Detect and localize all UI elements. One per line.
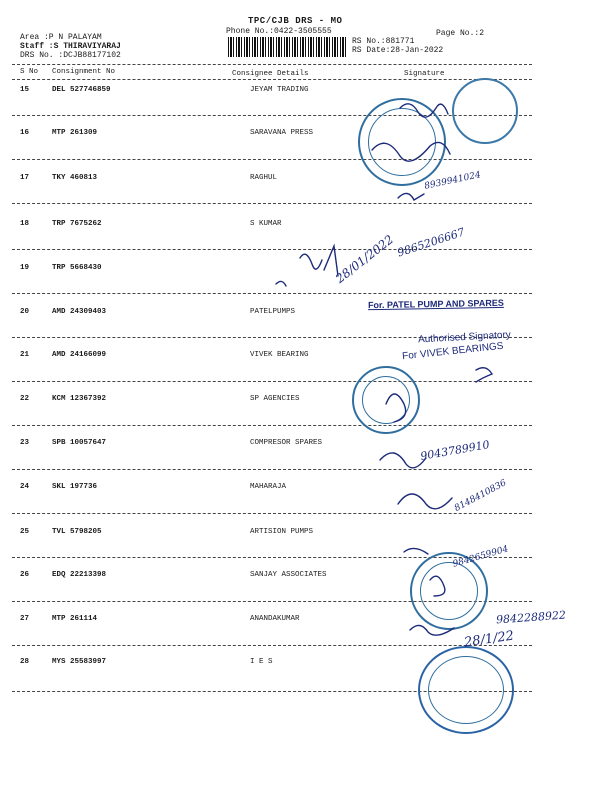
row-sno: 24: [20, 483, 30, 491]
row-sno: 21: [20, 351, 30, 359]
row-sno: 22: [20, 395, 30, 403]
row-consignee: RAGHUL: [250, 174, 278, 182]
row-consignee: COMPRESOR SPARES: [250, 439, 323, 447]
rs-date: RS Date:28-Jan-2022: [352, 46, 444, 55]
row-sno: 25: [20, 528, 30, 536]
row-consignee: ARTISION PUMPS: [250, 528, 314, 536]
handwritten-phone: 8148410836: [453, 478, 509, 514]
staff-label: Staff :S THIRAVIYARAJ: [20, 42, 121, 51]
row-consignee: SARAVANA PRESS: [250, 129, 314, 137]
column-signature: Signature: [404, 70, 445, 78]
row-sno: 18: [20, 220, 30, 228]
row-sno: 16: [20, 129, 30, 137]
row-consignment: MYS 25583997: [52, 658, 107, 666]
handwritten-phone: 9043789910: [419, 438, 491, 463]
handwritten-phone: 9842288922: [495, 608, 567, 627]
row-consignee: SANJAY ASSOCIATES: [250, 571, 327, 579]
row-consignment: MTP 261309: [52, 129, 98, 137]
column-sno: S No: [20, 68, 39, 76]
phone-number: Phone No.:0422-3505555: [226, 27, 332, 36]
authorised-signatory-text: Authorised Signatory: [417, 329, 512, 346]
patel-stamp-text: For. PATEL PUMP AND SPARES: [367, 297, 504, 311]
row-consignee: ANANDAKUMAR: [250, 615, 300, 623]
row-consignee: S KUMAR: [250, 220, 282, 228]
document-title: TPC/CJB DRS - MO: [248, 16, 343, 26]
row-consignment: KCM 12367392: [52, 395, 107, 403]
row-sno: 27: [20, 615, 30, 623]
row-consignment: SPB 10057647: [52, 439, 107, 447]
row-consignee: PATELPUMPS: [250, 308, 296, 316]
row-consignment: MTP 261114: [52, 615, 98, 623]
row-consignee: I E S: [250, 658, 273, 666]
row-consignee: SP AGENCIES: [250, 395, 300, 403]
handwritten-phone: 9865206667: [395, 225, 467, 260]
row-sno: 19: [20, 264, 30, 272]
row-sno: 23: [20, 439, 30, 447]
row-consignee: VIVEK BEARING: [250, 351, 309, 359]
row-consignment: AMD 24309403: [52, 308, 107, 316]
handwritten-phone: 9842659904: [451, 544, 510, 570]
row-consignment: SKL 197736: [52, 483, 98, 491]
handwritten-date: 28/1/22: [463, 628, 515, 651]
row-sno: 28: [20, 658, 30, 666]
row-consignment: AMD 24166099: [52, 351, 107, 359]
column-consignee: Consignee Details: [232, 70, 309, 78]
row-consignment: TVL 5798205: [52, 528, 102, 536]
row-consignment: DEL 527746859: [52, 86, 111, 94]
row-consignee: JEYAM TRADING: [250, 86, 309, 94]
handwritten-date: 28/01/2022: [333, 232, 397, 286]
row-consignee: MAHARAJA: [250, 483, 287, 491]
vivek-stamp-text: For VIVEK BEARINGS: [401, 340, 504, 363]
area-label: Area :P N PALAYAM: [20, 33, 102, 42]
row-consignment: EDQ 22213398: [52, 571, 107, 579]
handwritten-phone: 8939941024: [423, 170, 482, 192]
row-sno: 17: [20, 174, 30, 182]
drs-number: DRS No. :DCJB88177102: [20, 51, 121, 60]
rs-number: RS No.:881771: [352, 37, 415, 46]
row-sno: 26: [20, 571, 30, 579]
column-consignment: Consignment No: [52, 68, 116, 76]
page-number: Page No.:2: [436, 29, 485, 38]
row-consignment: TRP 5668430: [52, 264, 102, 272]
row-sno: 20: [20, 308, 30, 316]
row-consignment: TRP 7675262: [52, 220, 102, 228]
row-sno: 15: [20, 86, 30, 94]
row-consignment: TKY 460813: [52, 174, 98, 182]
